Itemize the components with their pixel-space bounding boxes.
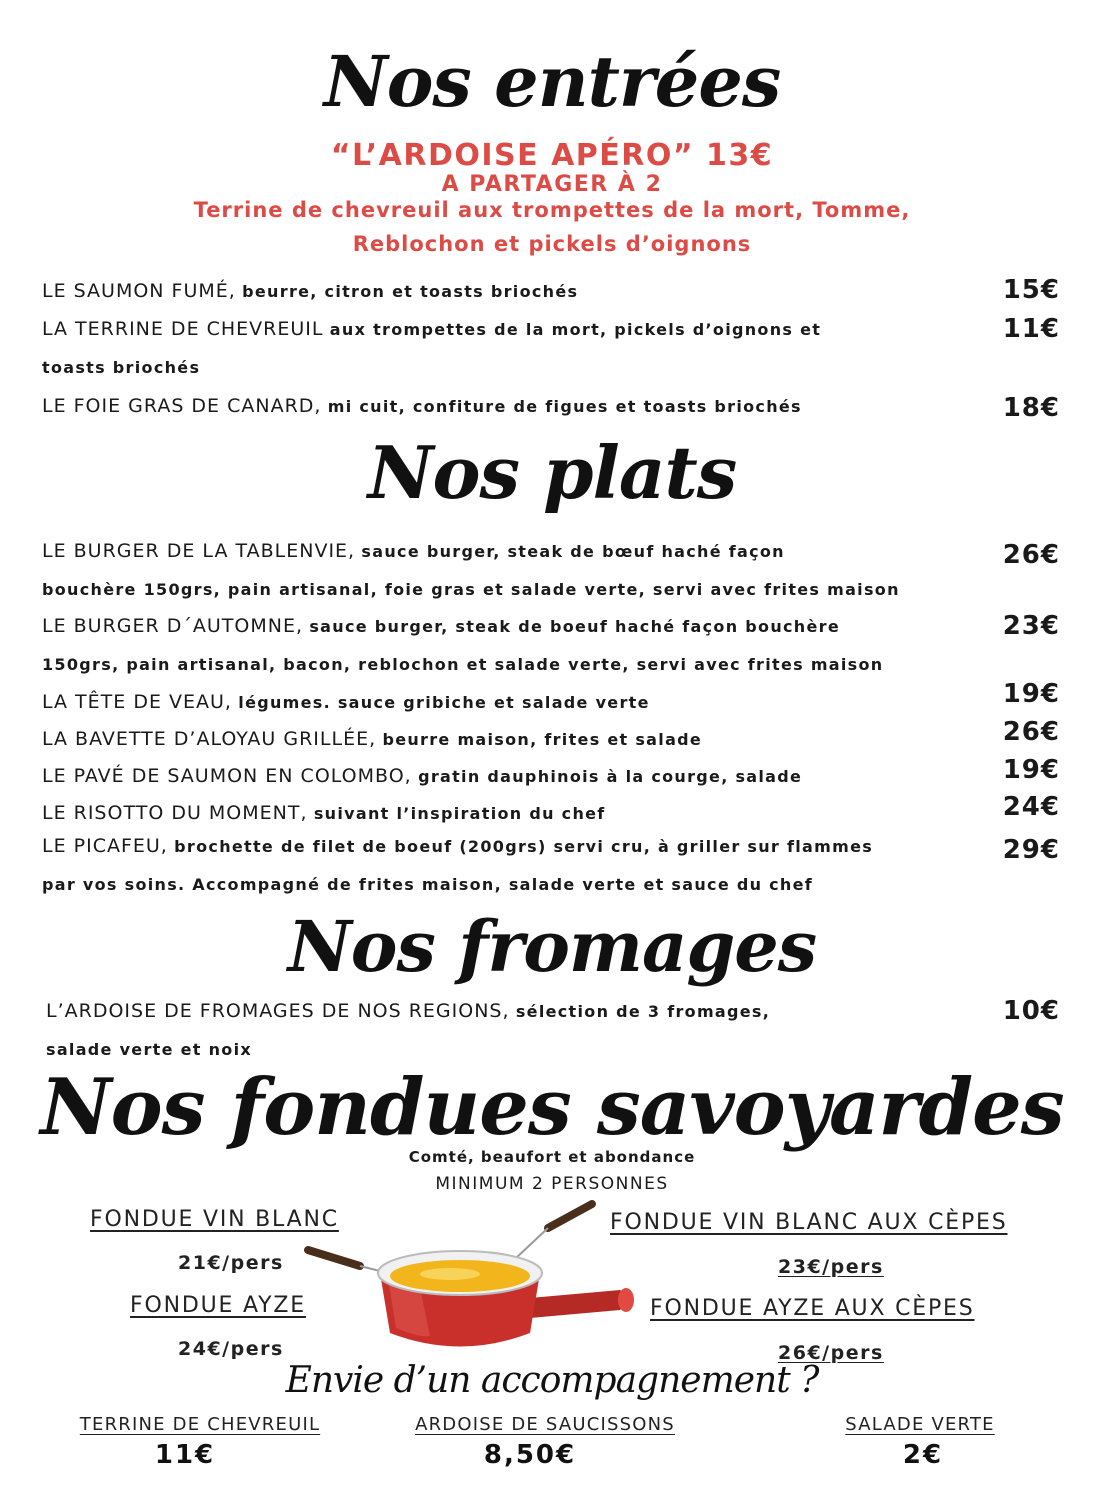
item-description: mi cuit, confiture de figues et toasts briochés [327, 397, 802, 416]
item-price: 19€ [1002, 755, 1060, 785]
fondue-vin-blanc-price: 21€/pers [178, 1252, 284, 1274]
fondue-pot-icon [300, 1198, 640, 1358]
item-price: 19€ [1002, 679, 1060, 709]
item-description: légumes. sauce gribiche et salade verte [238, 693, 650, 712]
fondues-title: Nos fondues savoyardes [40, 1062, 1064, 1153]
apero-title: “L’ARDOISE APÉRO” 13€ [330, 138, 774, 173]
fromages-title: Nos fromages [287, 905, 817, 988]
item-price: 23€ [1002, 611, 1060, 641]
side-terrine-title: TERRINE DE CHEVREUIL [79, 1414, 321, 1435]
fondues-minimum: MINIMUM 2 PERSONNES [435, 1174, 669, 1194]
menu-item-bavette [42, 720, 962, 759]
fondue-ayze-cepes-title: FONDUE AYZE AUX CÈPES [650, 1296, 975, 1321]
item-description: aux trompettes de la mort, pickels d’oignons et [329, 320, 822, 339]
apero-subtitle: A PARTAGER À 2 [441, 172, 663, 197]
fondue-ayze-price: 24€/pers [178, 1338, 284, 1360]
fondue-vin-blanc-cepes-title: FONDUE VIN BLANC AUX CÈPES [610, 1210, 1008, 1235]
menu-item-pave-saumon [42, 757, 962, 796]
menu-item-foie-gras [42, 387, 962, 426]
item-description: beurre maison, frites et salade [382, 730, 703, 749]
menu-item-ardoise-fromages [46, 992, 966, 1069]
apero-description-line2: Reblochon et pickels d’oignons [352, 232, 752, 256]
fondue-ayze-cepes-price: 26€/pers [778, 1342, 884, 1364]
item-name: LE SAUMON FUMÉ, [42, 280, 236, 302]
item-description-cont: 150grs, pain artisanal, bacon, reblochon et salade verte, servi avec frites maison [42, 655, 884, 674]
accompagnement-title: Envie d’un accompagnement ? [285, 1360, 819, 1401]
item-name: LE BURGER D´AUTOMNE, [42, 615, 303, 637]
item-description: beurre, citron et toasts briochés [242, 282, 579, 301]
item-description: gratin dauphinois à la courge, salade [418, 767, 803, 786]
item-description: suivant l’inspiration du chef [313, 804, 606, 823]
plats-title: Nos plats [367, 430, 737, 515]
side-salade-title: SALADE VERTE [845, 1414, 995, 1435]
item-price: 15€ [1002, 275, 1060, 305]
menu-item-picafeu [42, 827, 962, 904]
item-description-cont: bouchère 150grs, pain artisanal, foie gras et salade verte, servi avec frites maison [42, 580, 900, 599]
menu-item-burger-tablenvie [42, 532, 962, 609]
item-name: LE PAVÉ DE SAUMON EN COLOMBO, [42, 765, 412, 787]
item-name: LE PICAFEU, [42, 835, 168, 857]
item-description-cont: par vos soins. Accompagné de frites maison, salade verte et sauce du chef [42, 875, 814, 894]
apero-description-line1: Terrine de chevreuil aux trompettes de la mort, Tomme, [193, 198, 911, 222]
item-description: brochette de filet de boeuf (200grs) servi cru, à griller sur flammes [174, 837, 874, 856]
item-price: 11€ [1002, 314, 1060, 344]
item-description: sauce burger, steak de boeuf haché façon bouchère [309, 617, 840, 636]
side-saucissons-title: ARDOISE DE SAUCISSONS [415, 1414, 675, 1435]
item-description: sélection de 3 fromages, [515, 1002, 771, 1021]
menu-item-terrine-chevreuil [42, 310, 962, 387]
entrees-title: Nos entrées [323, 40, 781, 123]
item-price: 29€ [1002, 835, 1060, 865]
item-name: LA BAVETTE D’ALOYAU GRILLÉE, [42, 728, 377, 750]
side-saucissons-price: 8,50€ [483, 1440, 577, 1470]
item-description-cont: toasts briochés [42, 358, 201, 377]
item-price: 26€ [1002, 540, 1060, 570]
side-terrine-price: 11€ [154, 1440, 216, 1470]
menu-item-tete-de-veau [42, 683, 962, 722]
item-name: LA TÊTE DE VEAU, [42, 691, 232, 713]
fondues-subtitle: Comté, beaufort et abondance [408, 1148, 696, 1166]
item-price: 26€ [1002, 717, 1060, 747]
item-description-cont: salade verte et noix [46, 1040, 252, 1059]
item-price: 24€ [1002, 792, 1060, 822]
item-name: LE RISOTTO DU MOMENT, [42, 802, 308, 824]
item-price: 18€ [1002, 393, 1060, 423]
menu-item-burger-automne [42, 607, 962, 684]
fondue-ayze-title: FONDUE AYZE [130, 1293, 306, 1318]
item-description: sauce burger, steak de bœuf haché façon [361, 542, 785, 561]
item-price: 10€ [1002, 996, 1060, 1026]
item-name: LA TERRINE DE CHEVREUIL [42, 318, 324, 340]
item-name: L’ARDOISE DE FROMAGES DE NOS REGIONS, [46, 1000, 510, 1022]
item-name: LE FOIE GRAS DE CANARD, [42, 395, 322, 417]
side-salade-price: 2€ [902, 1440, 944, 1470]
item-name: LE BURGER DE LA TABLENVIE, [42, 540, 356, 562]
menu-item-saumon-fume [42, 272, 962, 311]
fondue-vin-blanc-title: FONDUE VIN BLANC [90, 1207, 339, 1232]
fondue-vin-blanc-cepes-price: 23€/pers [778, 1256, 884, 1278]
